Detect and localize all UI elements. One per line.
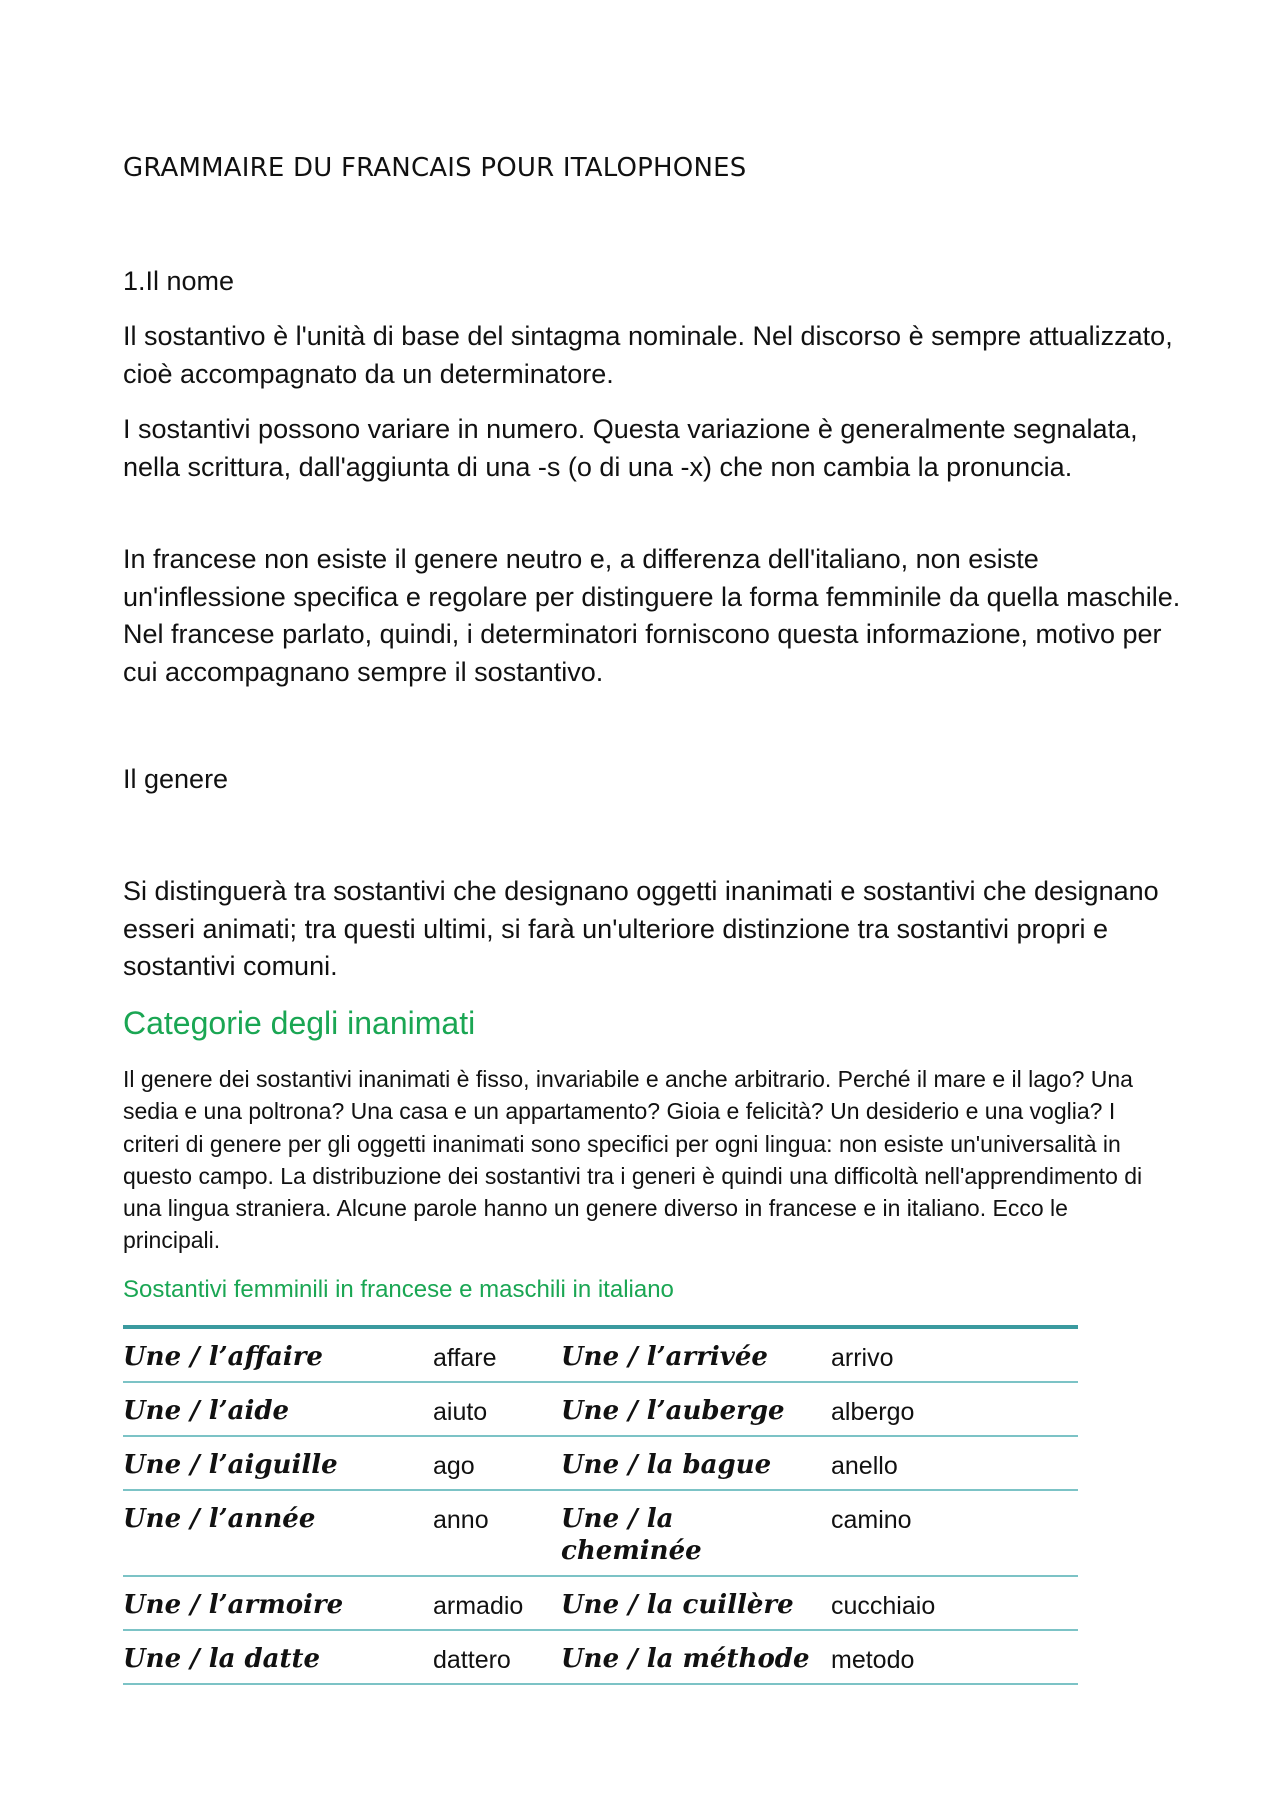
italian-noun-cell: anello <box>831 1436 1078 1490</box>
italian-noun-cell: arrivo <box>831 1329 1078 1382</box>
paragraph-1: Il sostantivo è l'unità di base del sintagma nominale. Nel discorso è sempre attualizzato, cioè accompagnato da un determinatore. <box>123 321 1173 389</box>
french-noun-cell: Une / l’auberge <box>561 1382 831 1436</box>
paragraph-inanimati: Il genere dei sostantivi inanimati è fisso, invariabile e anche arbitrario. Perché il mare e il lago? Una sedia e una poltrona? Una casa e un appartamento? Gioia e felicità? Un desiderio e una voglia? I criteri di genere per gli oggetti inanimati sono specifici per ogni lingua: non esiste un'universalità in questo campo. La distribuzione dei sostantivi tra i generi è quindi una difficoltà nell'apprendimento di una lingua straniera. Alcune parole hanno un genere diverso in francese e in italiano. Ecco le principali. <box>123 1066 1143 1254</box>
italian-noun-cell: albergo <box>831 1382 1078 1436</box>
document-title: GRAMMAIRE DU FRANCAIS POUR ITALOPHONES <box>123 153 747 183</box>
italian-noun-cell: anno <box>433 1490 561 1576</box>
french-noun-cell: Une / la cuillère <box>561 1576 831 1630</box>
paragraph-3: In francese non esiste il genere neutro e, a differenza dell'italiano, non esiste un'inflessione specifica e regolare per distinguere la forma femminile da quella maschile. Nel francese parlato, quindi, i determinatori forniscono questa informazione, motivo per cui accompagnano sempre il sostantivo. <box>123 544 1181 687</box>
french-noun-cell: Une / l’armoire <box>123 1576 433 1630</box>
french-noun-cell: Une / l’affaire <box>123 1329 433 1382</box>
french-noun-cell: Une / la cheminée <box>561 1490 831 1576</box>
french-noun-cell: Une / la datte <box>123 1630 433 1684</box>
table-row <box>123 1490 1078 1576</box>
italian-noun-cell: affare <box>433 1329 561 1382</box>
italian-noun-cell: aiuto <box>433 1382 561 1436</box>
section-heading-genere: Il genere <box>123 764 229 794</box>
italian-noun-cell: metodo <box>831 1630 1078 1684</box>
french-noun-cell: Une / l’aiguille <box>123 1436 433 1490</box>
italian-noun-cell: ago <box>433 1436 561 1490</box>
table-caption: Sostantivi femminili in francese e maschili in italiano <box>123 1276 674 1303</box>
gender-table <box>123 1325 1078 1685</box>
table-row <box>123 1576 1078 1630</box>
table-row <box>123 1436 1078 1490</box>
heading-categorie-inanimati: Categorie degli inanimati <box>123 1005 476 1041</box>
french-noun-cell: Une / l’arrivée <box>561 1329 831 1382</box>
french-noun-cell: Une / la bague <box>561 1436 831 1490</box>
table-row <box>123 1329 1078 1382</box>
french-noun-cell: Une / la méthode <box>561 1630 831 1684</box>
italian-noun-cell: camino <box>831 1490 1078 1576</box>
table-row <box>123 1630 1078 1684</box>
italian-noun-cell: armadio <box>433 1576 561 1630</box>
paragraph-2: I sostantivi possono variare in numero. Questa variazione è generalmente segnalata, nella scrittura, dall'aggiunta di una -s (o di una -x) che non cambia la pronuncia. <box>123 414 1138 482</box>
paragraph-genere: Si distinguerà tra sostantivi che designano oggetti inanimati e sostantivi che designano esseri animati; tra questi ultimi, si farà un'ulteriore distinzione tra sostantivi propri e sostantivi comuni. <box>123 876 1159 981</box>
italian-noun-cell: cucchiaio <box>831 1576 1078 1630</box>
french-noun-cell: Une / l’année <box>123 1490 433 1576</box>
french-noun-cell: Une / l’aide <box>123 1382 433 1436</box>
italian-noun-cell: dattero <box>433 1630 561 1684</box>
section-heading-nome: 1.Il nome <box>123 266 235 296</box>
table-row <box>123 1382 1078 1436</box>
